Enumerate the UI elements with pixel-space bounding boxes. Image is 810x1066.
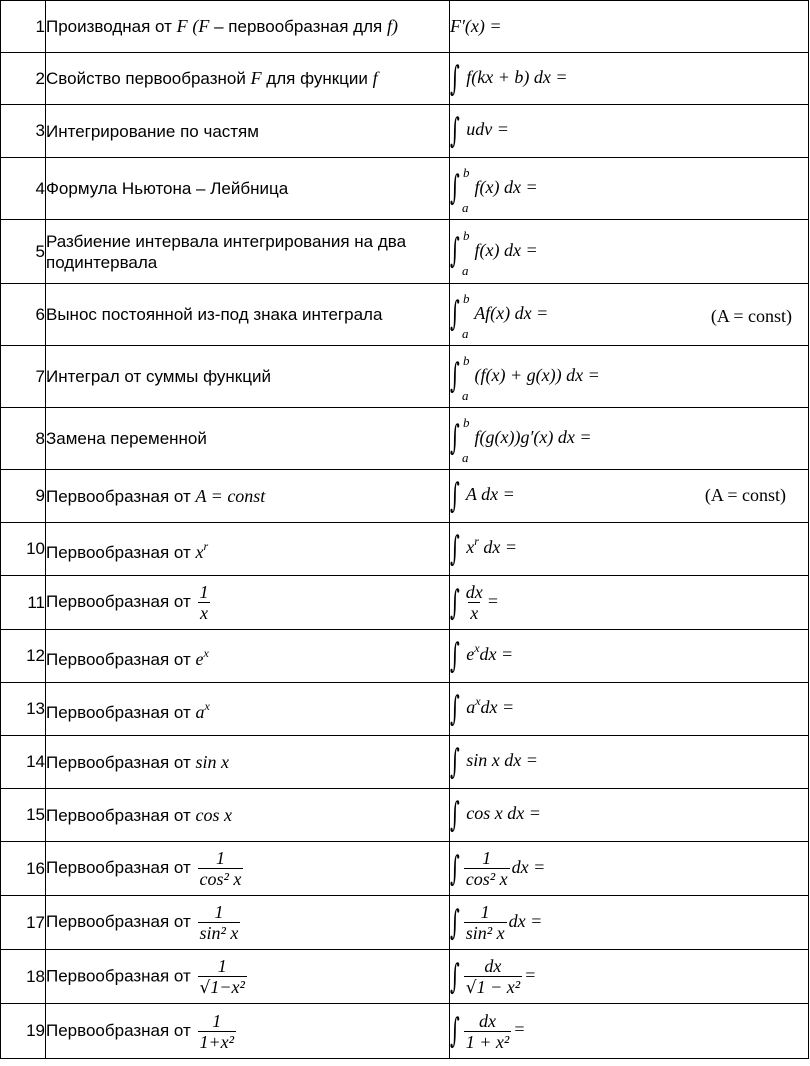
function-argument: $e^x$ bbox=[195, 645, 209, 669]
lower-limit: a bbox=[462, 387, 469, 403]
row-formula: ∫ $x^r$ dx = bbox=[450, 523, 809, 576]
integral-sign: ∫ bbox=[450, 689, 460, 729]
upper-limit: b bbox=[463, 164, 470, 180]
definite-integral bbox=[450, 227, 470, 278]
integral-sign: ∫ bbox=[450, 167, 460, 208]
row-formula: ∫ f(kx + b) dx = bbox=[450, 53, 809, 105]
table-row bbox=[1, 896, 809, 950]
constant-note: (A = const) bbox=[704, 485, 786, 505]
table-row bbox=[1, 284, 809, 346]
square-root-sign: √ bbox=[199, 977, 211, 998]
upper-limit: b bbox=[463, 414, 470, 430]
table-row bbox=[1, 950, 809, 1004]
row-number: 19 bbox=[1, 1004, 46, 1059]
integral-sign: ∫ bbox=[450, 476, 460, 516]
table-row bbox=[1, 220, 809, 284]
row-formula: ∫ $\frac{1}{\text{cos² x}}$ dx = bbox=[450, 842, 809, 896]
row-description: Разбиение интервала интегрирования на два подинтервала bbox=[46, 220, 450, 284]
definite-integral bbox=[450, 164, 470, 215]
row-description: Первообразная от A = const bbox=[46, 470, 450, 523]
function-argument: sin x bbox=[195, 751, 229, 772]
row-number: 10 bbox=[1, 523, 46, 576]
function-argument-fraction: $\frac{1}{x}$ bbox=[199, 582, 209, 623]
integral-sign: ∫ bbox=[450, 529, 460, 569]
row-formula: ∫ b a Af(x) dx = (A = const) bbox=[450, 284, 809, 346]
definite-integral bbox=[450, 414, 470, 465]
integral-sign: ∫ bbox=[450, 742, 460, 782]
lower-limit: a bbox=[462, 262, 469, 278]
table-row bbox=[1, 1004, 809, 1059]
row-number: 13 bbox=[1, 683, 46, 736]
table-row bbox=[1, 1, 809, 53]
row-description: Формула Ньютона – Лейбница bbox=[46, 158, 450, 220]
table-row bbox=[1, 523, 809, 576]
row-formula: ∫ b a f(x) dx = bbox=[450, 220, 809, 284]
row-formula: ∫ cos x dx = bbox=[450, 789, 809, 842]
row-description: Первообразная от $\frac{1}{\text{√1−x²}}$ bbox=[46, 950, 450, 1004]
row-description: Первообразная от $\frac{1}{x}$ bbox=[46, 576, 450, 630]
row-formula: ∫ $\frac{dx}{x}$ = bbox=[450, 576, 809, 630]
row-number: 12 bbox=[1, 630, 46, 683]
lower-limit: a bbox=[462, 449, 469, 465]
integral-sign: ∫ bbox=[450, 293, 460, 334]
row-number: 14 bbox=[1, 736, 46, 789]
row-formula: ∫ A dx = (A = const) bbox=[450, 470, 809, 523]
row-formula: ∫ $\frac{1}{\text{sin² x}}$ dx = bbox=[450, 896, 809, 950]
upper-limit: b bbox=[463, 290, 470, 306]
table-row bbox=[1, 470, 809, 523]
function-argument-fraction: $\frac{1}{\text{sin² x}}$ bbox=[199, 902, 239, 943]
integral-sign: ∫ bbox=[450, 636, 460, 676]
integral-sign: ∫ bbox=[450, 582, 460, 623]
row-description: Первообразная от $\frac{1}{\text{sin² x}}$ bbox=[46, 896, 450, 950]
row-description: Первообразная от $\frac{1}{\text{cos² x}}$ bbox=[46, 842, 450, 896]
table-row bbox=[1, 842, 809, 896]
row-description: Интеграл от суммы функций bbox=[46, 346, 450, 408]
row-formula: ∫ sin x dx = bbox=[450, 736, 809, 789]
table-row bbox=[1, 53, 809, 105]
row-number: 6 bbox=[1, 284, 46, 346]
row-number: 7 bbox=[1, 346, 46, 408]
row-formula: F′(x) = bbox=[450, 1, 809, 53]
row-description: Первообразная от $a^x$ bbox=[46, 683, 450, 736]
row-number: 2 bbox=[1, 53, 46, 105]
row-number: 1 bbox=[1, 1, 46, 53]
integral-sign: ∫ bbox=[450, 1011, 460, 1051]
function-argument: $a^x$ bbox=[195, 698, 210, 722]
definite-integral bbox=[450, 290, 470, 341]
row-formula: ∫ b a (f(x) + g(x)) dx = bbox=[450, 346, 809, 408]
row-number: 3 bbox=[1, 105, 46, 158]
integral-sign: ∫ bbox=[450, 355, 460, 396]
row-description: Производная от F (F – первообразная для f) bbox=[46, 1, 450, 53]
row-number: 15 bbox=[1, 789, 46, 842]
lower-limit: a bbox=[462, 325, 469, 341]
row-description: Первообразная от cos x bbox=[46, 789, 450, 842]
lower-limit: a bbox=[462, 199, 469, 215]
row-description: Свойство первообразной F для функции f bbox=[46, 53, 450, 105]
table-row bbox=[1, 736, 809, 789]
function-argument-fraction: $\frac{1}{\text{1+x²}}$ bbox=[199, 1010, 235, 1052]
square-root-sign: √ bbox=[465, 977, 477, 998]
upper-limit: b bbox=[463, 352, 470, 368]
row-number: 5 bbox=[1, 220, 46, 284]
function-argument: cos x bbox=[195, 804, 232, 825]
row-description: Первообразная от $e^x$ bbox=[46, 630, 450, 683]
function-argument: A = const bbox=[195, 485, 266, 506]
table-row bbox=[1, 576, 809, 630]
row-formula: ∫ b a f(g(x))g′(x) dx = bbox=[450, 408, 809, 470]
function-argument-fraction: $\frac{1}{\text{cos² x}}$ bbox=[199, 848, 242, 889]
table-row bbox=[1, 630, 809, 683]
row-number: 8 bbox=[1, 408, 46, 470]
function-argument: $x^r$ bbox=[195, 538, 209, 562]
function-argument-fraction: $\frac{1}{\text{√1−x²}}$ bbox=[199, 955, 245, 998]
row-description: Замена переменной bbox=[46, 408, 450, 470]
row-description: Первообразная от $\frac{1}{\text{1+x²}}$ bbox=[46, 1004, 450, 1059]
integral-sign: ∫ bbox=[450, 795, 460, 835]
integral-sign: ∫ bbox=[450, 956, 460, 997]
row-number: 11 bbox=[1, 576, 46, 630]
table-row bbox=[1, 683, 809, 736]
row-formula: ∫ $a^xdx$ = bbox=[450, 683, 809, 736]
upper-limit: b bbox=[463, 227, 470, 243]
row-formula: ∫ $\frac{dx}{\text{1 + x²}}$ = bbox=[450, 1004, 809, 1059]
row-description: Интегрирование по частям bbox=[46, 105, 450, 158]
table-row bbox=[1, 408, 809, 470]
integral-sign: ∫ bbox=[450, 58, 460, 99]
definite-integral bbox=[450, 352, 470, 403]
table-row bbox=[1, 105, 809, 158]
integral-sign: ∫ bbox=[450, 848, 460, 889]
integral-sign: ∫ bbox=[450, 417, 460, 458]
row-description: Первообразная от sin x bbox=[46, 736, 450, 789]
row-description: Вынос постоянной из-под знака интеграла bbox=[46, 284, 450, 346]
row-number: 16 bbox=[1, 842, 46, 896]
row-number: 17 bbox=[1, 896, 46, 950]
table-row bbox=[1, 789, 809, 842]
integral-sign: ∫ bbox=[450, 902, 460, 943]
row-formula: ∫ udv = bbox=[450, 105, 809, 158]
constant-note: (A = const) bbox=[710, 306, 792, 326]
row-formula: ∫ b a f(x) dx = bbox=[450, 158, 809, 220]
row-formula: ∫ $e^xdx$ = bbox=[450, 630, 809, 683]
integral-sign: ∫ bbox=[450, 111, 460, 151]
row-number: 9 bbox=[1, 470, 46, 523]
table-row bbox=[1, 158, 809, 220]
table-row bbox=[1, 346, 809, 408]
row-description: Первообразная от $x^r$ bbox=[46, 523, 450, 576]
row-number: 4 bbox=[1, 158, 46, 220]
row-number: 18 bbox=[1, 950, 46, 1004]
row-formula: ∫ $\frac{dx}{\text{√1 − x²}}$ = bbox=[450, 950, 809, 1004]
integral-sign: ∫ bbox=[450, 230, 460, 271]
